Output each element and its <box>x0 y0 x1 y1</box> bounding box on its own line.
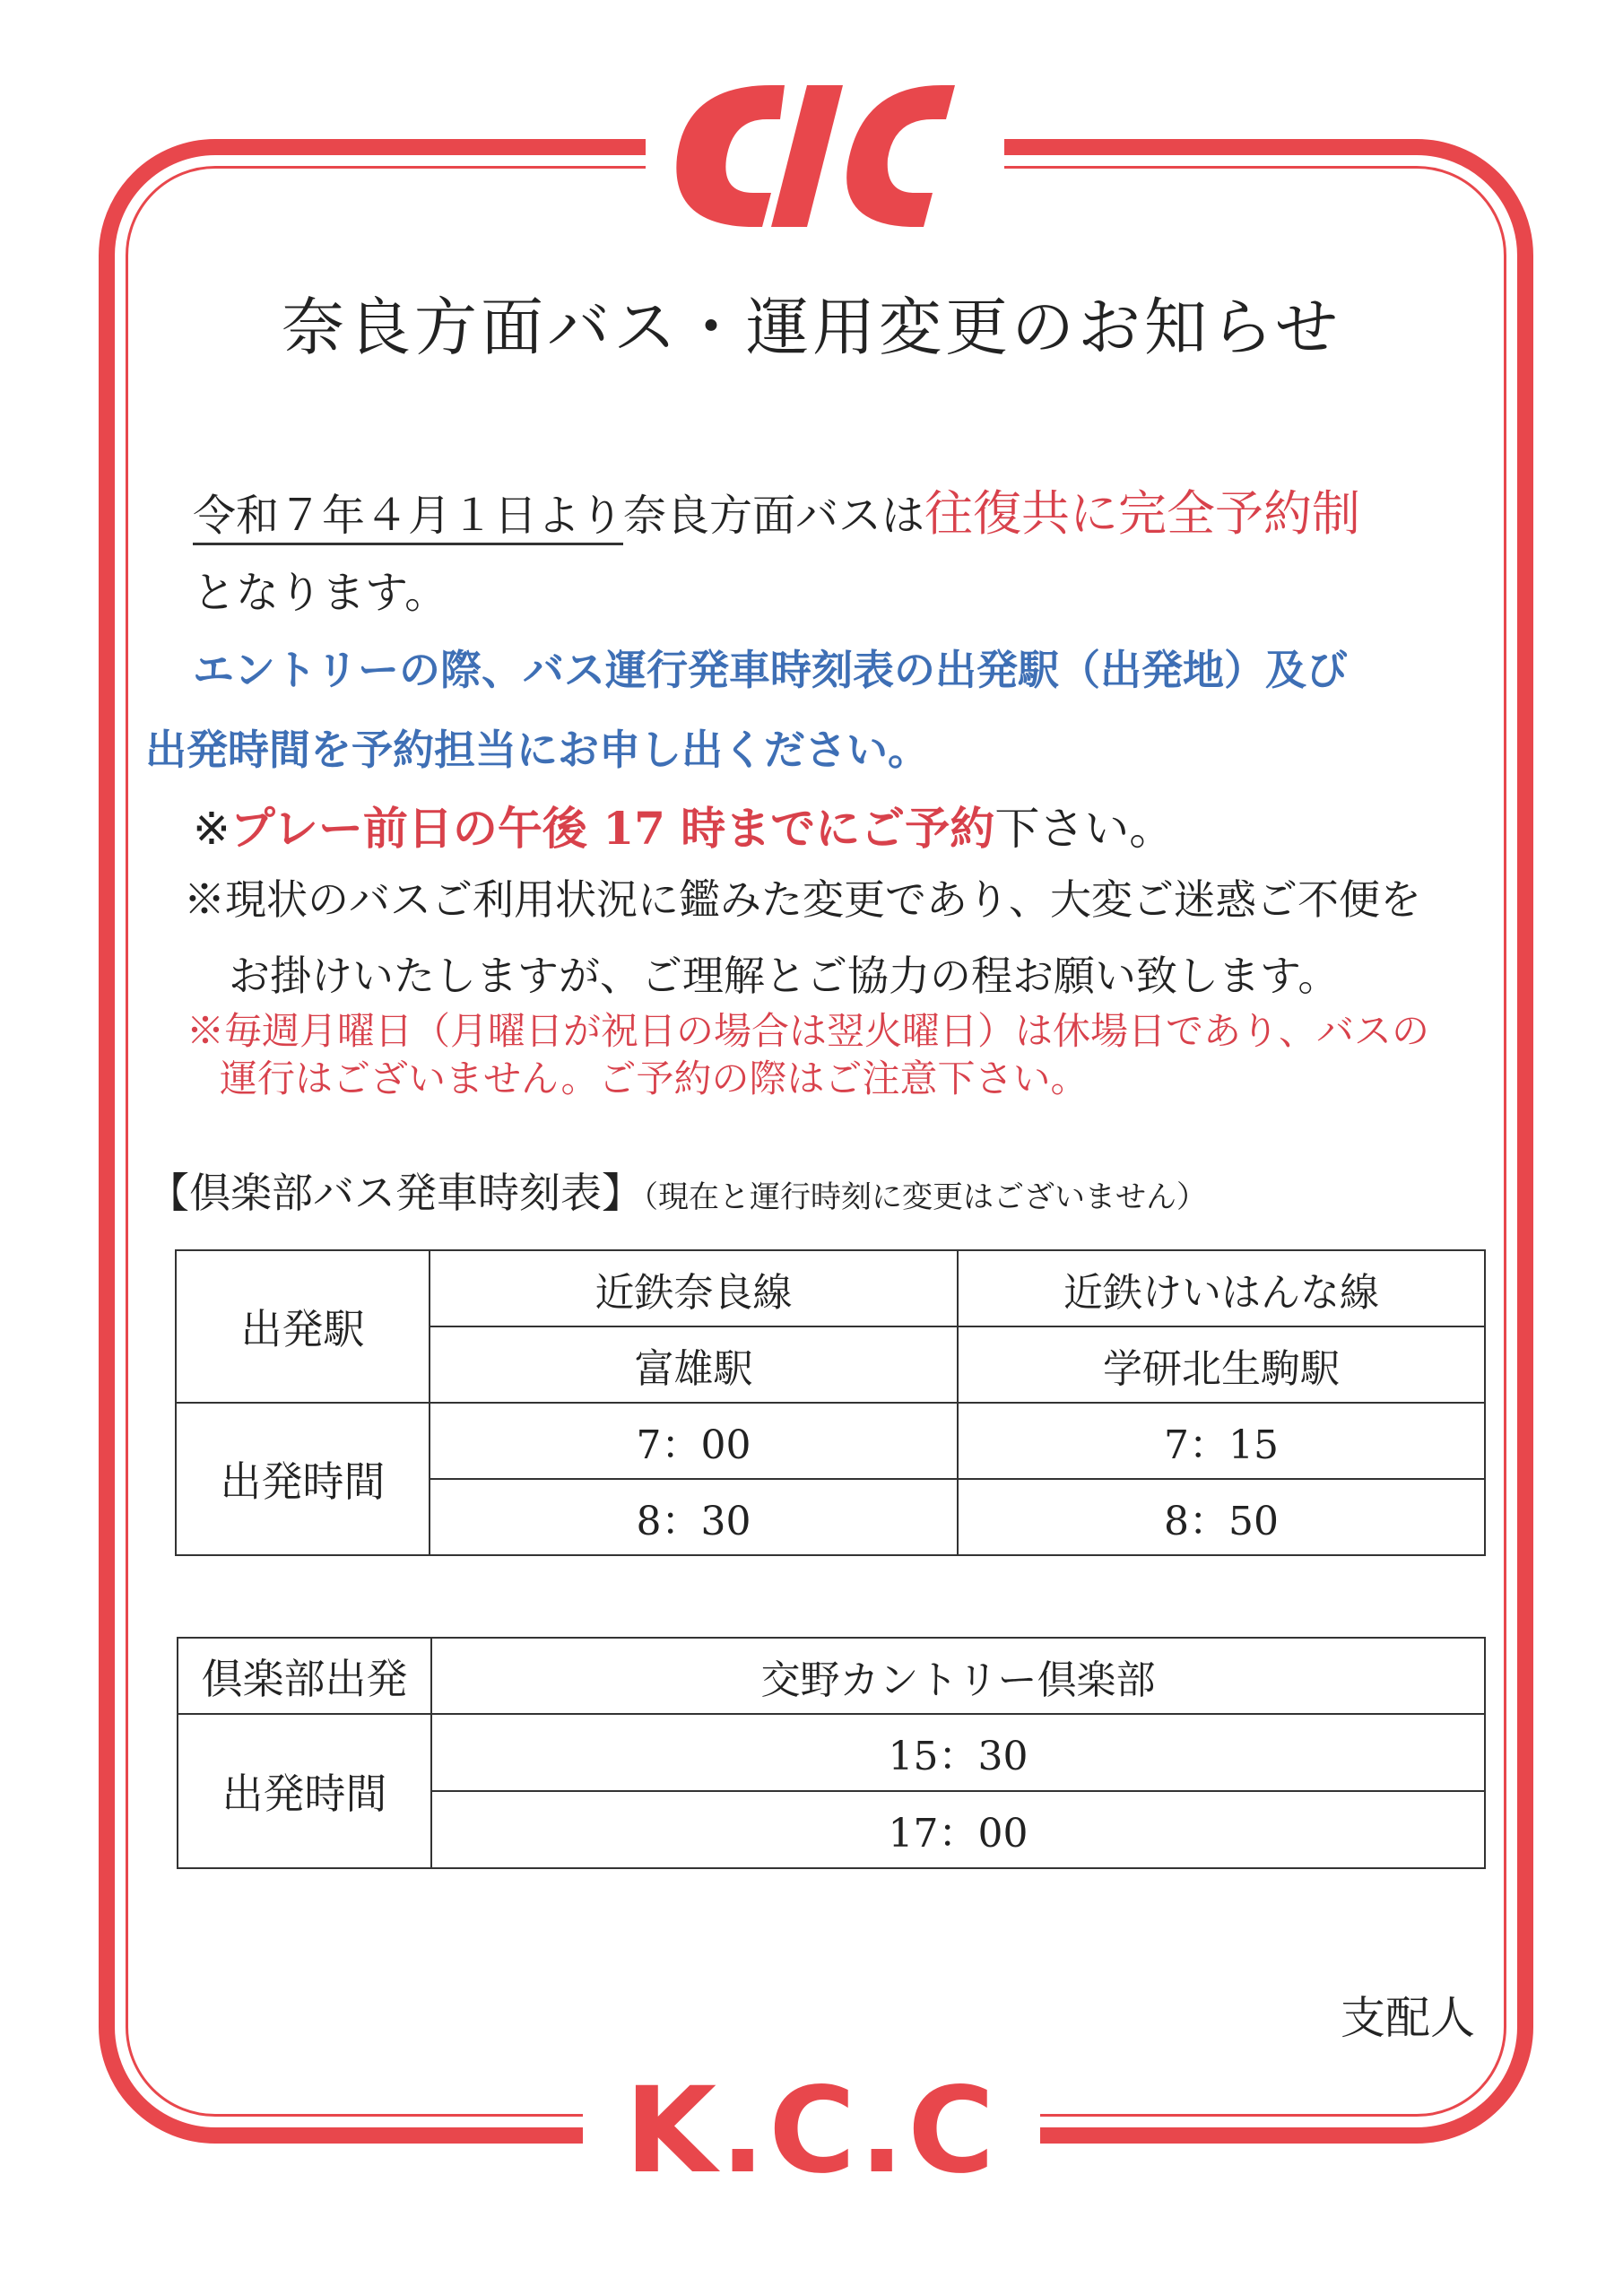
reservation-required: 往復共に完全予約制 <box>924 485 1361 542</box>
apology-line-2: お掛けいたしますが、ご理解とご協力の程お願い致します。 <box>229 952 1340 1000</box>
time-header: 出発時間 <box>178 1714 431 1868</box>
club-name: 交野カントリー倶楽部 <box>431 1638 1485 1714</box>
reserve-mark: ※ <box>193 803 230 855</box>
apology-line-1: ※現状のバスご利用状況に鑑みた変更であり、大変ご迷惑ご不便を <box>184 875 1421 924</box>
table-row <box>178 1714 1485 1791</box>
kcc-logo: K.C.C <box>624 2062 999 2200</box>
notice-line-1 <box>193 486 1360 544</box>
entry-instruction-1: エントリーの際、バス運行発車時刻表の出発駅（出発地）及び <box>193 646 1348 694</box>
outbound-timetable <box>175 1249 1486 1556</box>
departure-time: 7：15 <box>958 1403 1485 1479</box>
closed-notice-2: 運行はございません。ご予約の際はご注意下さい。 <box>220 1057 1089 1100</box>
table-row <box>176 1403 1485 1479</box>
closed-notice-1: ※毎週月曜日（月曜日が祝日の場合は翌火曜日）は休場日であり、バスの <box>187 1009 1430 1053</box>
departure-time: 17：00 <box>431 1791 1485 1868</box>
ckc-logo <box>650 67 973 247</box>
departure-time: 15：30 <box>431 1714 1485 1791</box>
station-name: 学研北生駒駅 <box>958 1326 1485 1403</box>
timetable-heading <box>148 1166 1207 1224</box>
return-timetable <box>177 1637 1486 1869</box>
entry-instruction-2: 出発時間を予約担当にお申し出ください。 <box>145 726 929 774</box>
signature: 支配人 <box>1341 1992 1475 2044</box>
notice-line-2: となります。 <box>193 568 448 618</box>
reserve-deadline-red: プレー前日の午後 17 時までにご予約 <box>230 802 995 855</box>
departure-time: 8：50 <box>958 1479 1485 1555</box>
line-name: 近鉄けいはんな線 <box>958 1250 1485 1326</box>
time-header: 出発時間 <box>176 1403 430 1555</box>
reserve-deadline-end: 下さい。 <box>994 803 1175 855</box>
departure-time: 7：00 <box>430 1403 958 1479</box>
timetable-title: 【倶楽部バス発車時刻表】 <box>148 1169 643 1217</box>
station-header: 出発駅 <box>176 1250 430 1403</box>
reserve-deadline <box>193 801 1174 857</box>
club-depart-header: 倶楽部出発 <box>178 1638 431 1714</box>
station-name: 富雄駅 <box>430 1326 958 1403</box>
line-name: 近鉄奈良線 <box>430 1250 958 1326</box>
table-row <box>176 1250 1485 1326</box>
page-title: 奈良方面バス・運用変更のお知らせ <box>282 291 1341 364</box>
notice-line-1-mid: 奈良方面バスは <box>623 491 925 541</box>
effective-date: 令和７年４月１日より <box>193 491 623 545</box>
timetable-note: （現在と運行時刻に変更はございません） <box>643 1179 1207 1215</box>
table-row <box>178 1638 1485 1714</box>
departure-time: 8：30 <box>430 1479 958 1555</box>
